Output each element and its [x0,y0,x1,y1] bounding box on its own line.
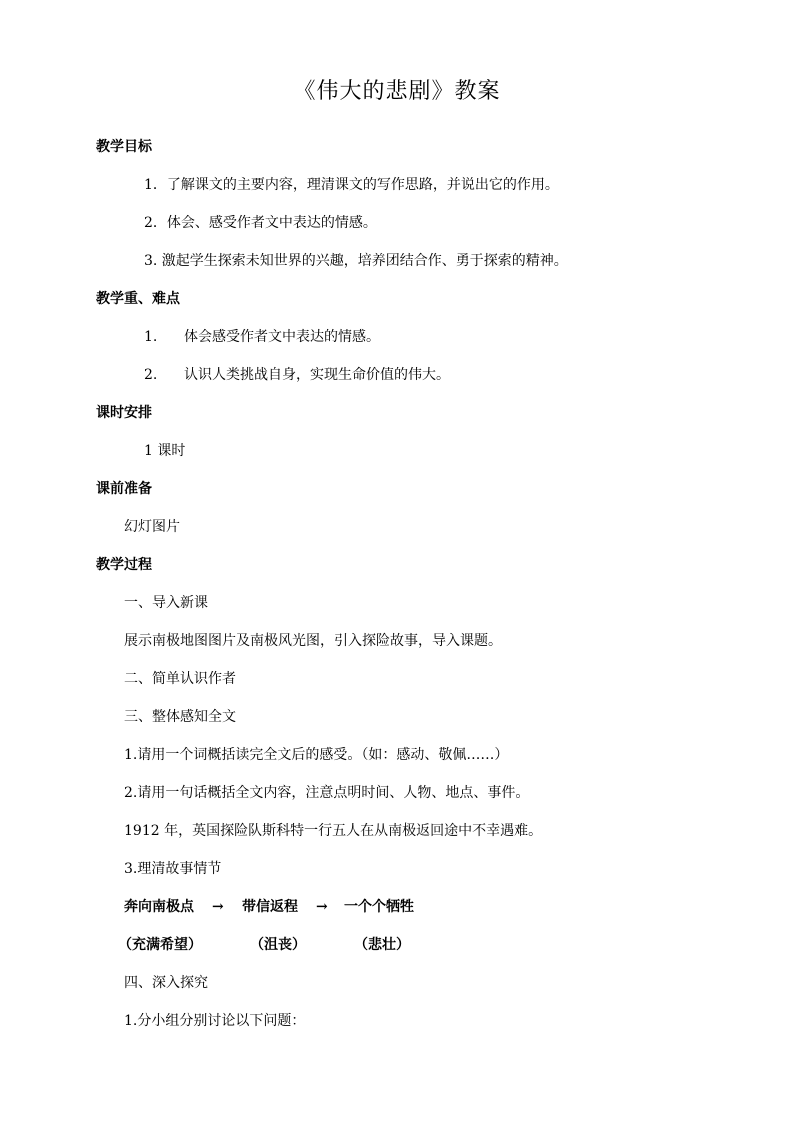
plot-stage-1: 奔向南极点 [124,899,194,915]
step-4-title: 四、深入探究 [124,975,208,991]
question-3: 3.理清故事情节 [124,861,222,877]
preparation-text: 幻灯图片 [124,519,180,535]
step-3-title: 三、整体感知全文 [124,709,236,725]
plot-mood-3: （悲壮） [354,937,410,953]
question-1: 1.请用一个词概括读完全文后的感受。（如：感动、敬佩……） [124,747,509,763]
plot-stage-2: 带信返程 [242,899,298,915]
section-heading-schedule: 课时安排 [96,405,152,421]
question-4: 1.分小组分别讨论以下问题： [124,1013,306,1029]
key-point-number-2: 2. [144,367,158,383]
plot-mood-1: （充满希望） [118,937,202,953]
step-1-text: 展示南极地图图片及南极风光图，引入探险故事，导入课题。 [124,633,502,649]
question-2: 2.请用一句话概括全文内容，注意点明时间、人物、地点、事件。 [124,785,530,801]
section-heading-process: 教学过程 [96,557,152,573]
goal-item-1: 1．了解课文的主要内容，理清课文的写作思路，并说出它的作用。 [144,177,559,193]
document-title: 《伟大的悲剧》教案 [293,79,501,104]
plot-stage-3: 一个个牺牲 [344,899,414,915]
goal-item-3: 3. 激起学生探索未知世界的兴趣，培养团结合作、勇于探索的精神。 [144,253,568,269]
section-heading-key-points: 教学重、难点 [96,291,180,307]
plot-arrow-2: → [316,899,328,915]
plot-mood-2: （沮丧） [250,937,306,953]
key-point-text-2: 认识人类挑战自身，实现生命价值的伟大。 [184,367,450,383]
summary-text: 1912 年，英国探险队斯科特一行五人在从南极返回途中不幸遇难。 [124,823,543,839]
schedule-text: 1 课时 [144,443,186,459]
step-2-title: 二、简单认识作者 [124,671,236,687]
section-heading-preparation: 课前准备 [96,481,152,497]
plot-arrow-1: → [212,899,224,915]
goal-item-2: 2．体会、感受作者文中表达的情感。 [144,215,377,231]
section-heading-goals: 教学目标 [96,139,152,155]
step-1-title: 一、导入新课 [124,595,208,611]
key-point-text-1: 体会感受作者文中表达的情感。 [184,329,380,345]
key-point-number-1: 1. [144,329,158,345]
